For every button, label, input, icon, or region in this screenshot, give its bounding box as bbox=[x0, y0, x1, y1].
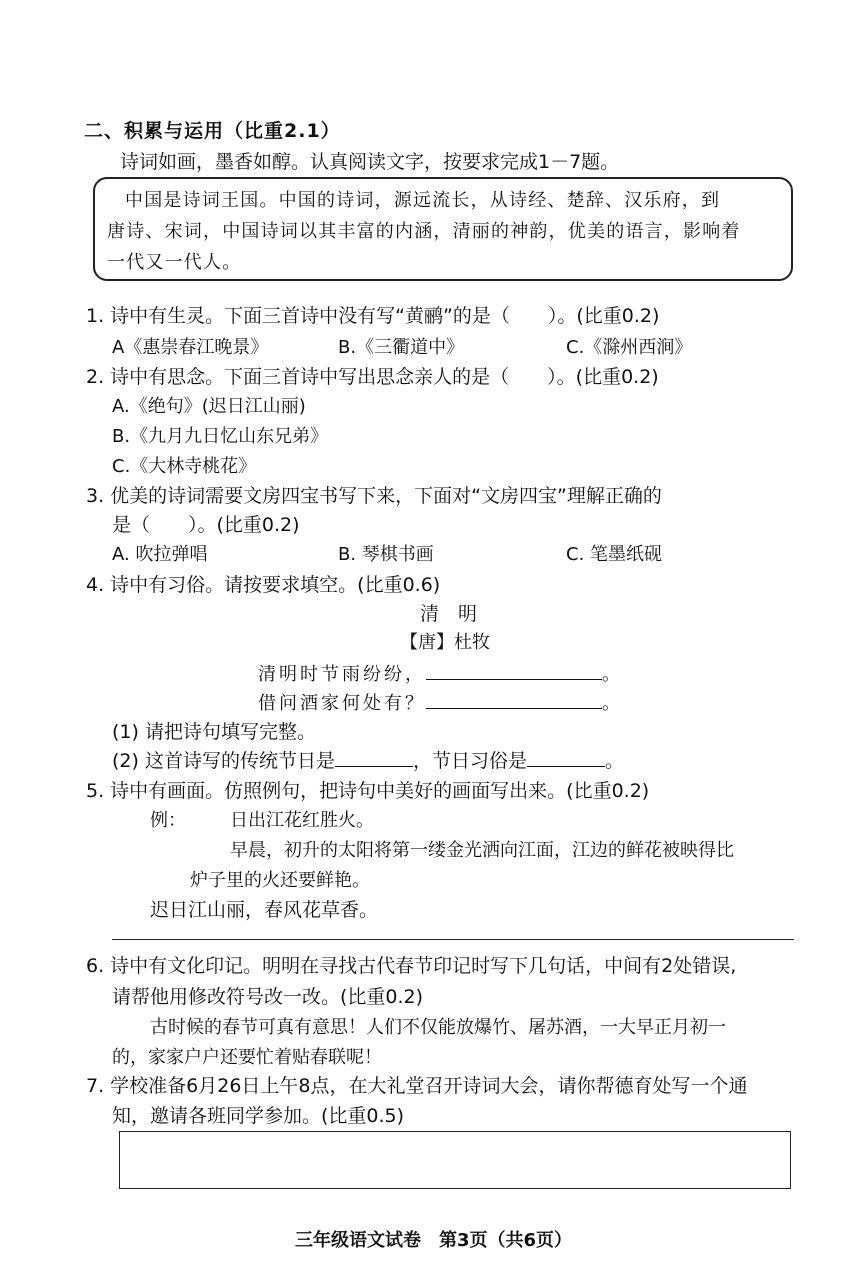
question-5-stem: 5. 诗中有画面。仿照例句，把诗句中美好的画面写出来。(比重0.2) bbox=[86, 780, 650, 802]
poem-blank-2[interactable] bbox=[426, 708, 602, 709]
question-4-sub-2-b: ，节日习俗是 bbox=[412, 750, 527, 772]
example-desc-1: 早晨，初升的太阳将第一缕金光洒向江面，江边的鲜花被映得比 bbox=[230, 840, 734, 861]
question-7-stem-2: 知，邀请各班同学参加。(比重0.5) bbox=[112, 1105, 405, 1127]
question-1-stem: 1. 诗中有生灵。下面三首诗中没有写“黄鹂”的是（ ）。(比重0.2) bbox=[86, 305, 660, 327]
question-3-option-c: C. 笔墨纸砚 bbox=[566, 544, 663, 565]
question-5-task: 迟日江山丽，春风花草香。 bbox=[150, 899, 379, 921]
question-4-sub-2-a: (2) 这首诗写的传统节日是 bbox=[112, 750, 335, 772]
section-title: 二、积累与运用（比重2.1） bbox=[84, 120, 341, 142]
answer-line-q5[interactable] bbox=[112, 939, 794, 940]
question-3-stem-1: 3. 优美的诗词需要文房四宝书写下来，下面对“文房四宝”理解正确的 bbox=[86, 485, 662, 507]
custom-blank[interactable] bbox=[527, 766, 605, 767]
poem-period-2: 。 bbox=[602, 693, 623, 714]
example-label: 例： bbox=[150, 810, 186, 831]
passage-box bbox=[93, 177, 793, 281]
festival-blank[interactable] bbox=[335, 766, 413, 767]
question-6-text-1: 古时候的春节可真有意思！人们不仅能放爆竹、屠苏酒，一大早正月初一 bbox=[150, 1017, 726, 1038]
question-6-stem-1: 6. 诗中有文化印记。明明在寻找古代春节印记时写下几句话，中间有2处错误, bbox=[86, 955, 737, 977]
question-1-option-a: A《惠崇春江晚景》 bbox=[112, 337, 269, 358]
question-2-stem: 2. 诗中有思念。下面三首诗中写出思念亲人的是（ ）。(比重0.2) bbox=[86, 366, 659, 388]
poem-blank-1[interactable] bbox=[426, 679, 602, 680]
question-2-option-a: A.《绝句》(迟日江山丽) bbox=[112, 396, 306, 417]
question-2-option-b: B.《九月九日忆山东兄弟》 bbox=[112, 426, 329, 447]
question-2-option-c: C.《大林寺桃花》 bbox=[112, 456, 257, 477]
notice-answer-box[interactable] bbox=[119, 1131, 791, 1189]
question-4-sub-1: (1) 请把诗句填写完整。 bbox=[112, 721, 316, 743]
question-4-sub-2-c: 。 bbox=[604, 750, 624, 772]
question-3-stem-2: 是（ ）。(比重0.2) bbox=[112, 514, 300, 536]
question-3-option-b: B. 琴棋书画 bbox=[338, 544, 434, 565]
passage-line-2: 唐诗、宋词，中国诗词以其丰富的内涵，清丽的神韵，优美的语言，影响着 bbox=[107, 221, 741, 242]
poem-line-1: 清明时节雨纷纷， bbox=[258, 664, 426, 685]
question-3-option-a: A. 吹拉弹唱 bbox=[112, 544, 208, 565]
page-footer: 三年级语文试卷 第3页（共6页） bbox=[294, 1230, 573, 1251]
question-6-text-2: 的，家家户户还要忙着贴春联呢！ bbox=[112, 1047, 382, 1068]
question-4-stem: 4. 诗中有习俗。请按要求填空。(比重0.6) bbox=[86, 574, 441, 596]
passage-line-3: 一代又一代人。 bbox=[107, 252, 242, 273]
poem-title: 清 明 bbox=[420, 603, 478, 625]
passage-line-1: 中国是诗词王国。中国的诗词，源远流长，从诗经、楚辞、汉乐府，到 bbox=[125, 190, 721, 211]
example-line: 日出江花红胜火。 bbox=[230, 810, 374, 831]
question-1-option-b: B.《三衢道中》 bbox=[338, 337, 465, 358]
question-1-option-c: C.《滁州西涧》 bbox=[566, 337, 693, 358]
poem-period-1: 。 bbox=[602, 664, 623, 685]
question-6-stem-2: 请帮他用修改符号改一改。(比重0.2) bbox=[112, 986, 424, 1008]
section-intro: 诗词如画，墨香如醇。认真阅读文字，按要求完成1－7题。 bbox=[120, 151, 620, 173]
question-7-stem-1: 7. 学校准备6月26日上午8点，在大礼堂召开诗词大会，请你帮德育处写一个通 bbox=[86, 1075, 748, 1097]
poem-line-2: 借问酒家何处有？ bbox=[258, 693, 426, 714]
poem-author: 【唐】杜牧 bbox=[400, 632, 490, 653]
example-desc-2: 炉子里的火还要鲜艳。 bbox=[190, 870, 370, 891]
